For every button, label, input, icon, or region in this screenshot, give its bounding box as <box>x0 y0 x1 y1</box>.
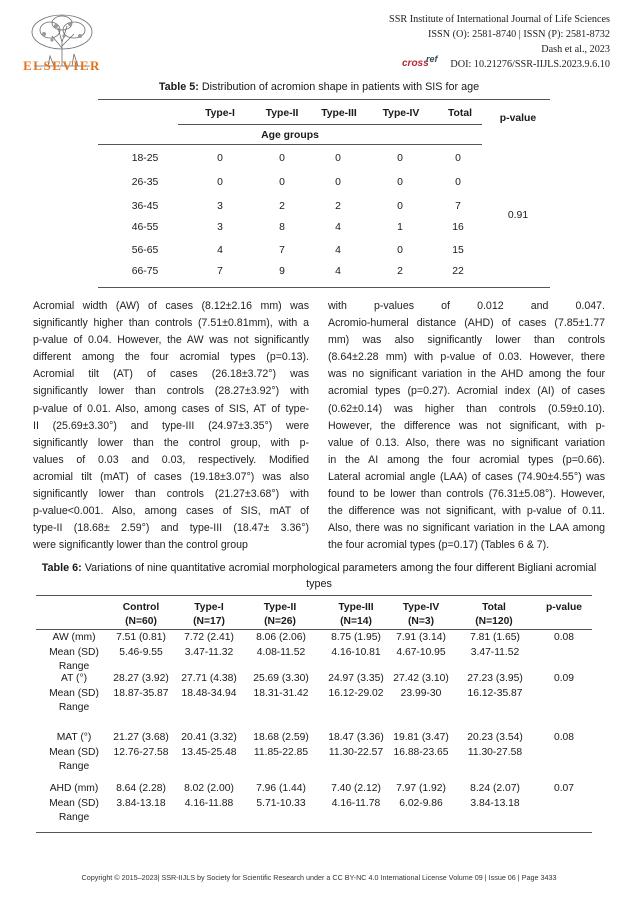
table6-range-cell: 4.16-10.81 <box>331 646 381 658</box>
table6-col-header: Total (N=120) <box>475 602 513 627</box>
crossref-logo-cross: cross <box>402 58 429 69</box>
table5-header-bottom-rule <box>98 144 482 145</box>
table6-range-cell: 6.02-9.86 <box>399 797 443 809</box>
elsevier-wordmark: ELSEVIER <box>23 58 101 73</box>
table5-row-age: 36-45 <box>131 201 159 212</box>
body-text-line: was no significant variation in the AHD among the four <box>328 368 605 381</box>
body-right-column <box>328 298 605 554</box>
table6-caption-line1: Variations of nine quantitative acromial morphological parameters among the four different Bigliani acromial <box>81 562 597 574</box>
body-text-line: were significantly lower than the control group <box>33 539 248 552</box>
body-text-line: different among the four acromial types (p=0.13). <box>33 351 309 364</box>
table6-range-cell: 4.08-11.52 <box>256 646 306 658</box>
doi-line[interactable]: DOI: 10.21276/SSR-IIJLS.2023.9.6.10 <box>450 59 610 70</box>
table5-cell: 0 <box>397 153 403 164</box>
table6-bottom-rule <box>36 832 592 833</box>
table6-caption <box>28 560 610 592</box>
table5-cell: 1 <box>397 222 403 233</box>
table6-col-header: Control (N=60) <box>122 602 160 627</box>
table6-mean-label: Mean (SD) <box>49 646 99 658</box>
table5-cell: 16 <box>452 222 464 233</box>
table6-mean-cell: 8.06 (2.06) <box>256 632 306 643</box>
table6-caption-label: Table 6: <box>41 562 82 574</box>
crossref-logo[interactable] <box>402 54 446 70</box>
body-text-line: the four acromial types (p=0.17) (Tables 6 & 7). <box>328 539 550 552</box>
table6-range-cell: 23.99-30 <box>400 687 442 699</box>
table6-mean-cell: 7.72 (2.41) <box>184 632 234 643</box>
table6-mean-cell: 19.81 (3.47) <box>393 732 449 743</box>
table6-pvalue-cell: 0.08 <box>553 732 575 743</box>
table6-mean-cell: 25.69 (3.30) <box>253 673 309 684</box>
table6-caption-line2: types <box>306 578 332 590</box>
table5-row-age: 26-35 <box>131 177 159 188</box>
table5-caption-label: Table 5: <box>158 81 199 93</box>
table6-range-cell: 16.12-29.02 <box>328 687 384 699</box>
table6-pvalue-header: p-value <box>545 602 583 613</box>
table6-mean-cell: 28.27 (3.92) <box>113 673 169 684</box>
table6-range-cell: 4.16-11.78 <box>331 797 381 809</box>
table6-range-cell: 5.71-10.33 <box>256 797 306 809</box>
table6-mean-cell: 18.68 (2.59) <box>253 732 309 743</box>
table6-col-header: Type-II (N=26) <box>263 602 297 627</box>
table5-row-age: 66-75 <box>131 266 159 277</box>
body-text-line: the difference was not significant, with p-value of 0.11. <box>328 505 605 518</box>
body-text-line: significantly lower than controls (21.27±3.68°) with <box>33 488 309 501</box>
table5-cell: 9 <box>279 266 285 277</box>
table5-cell: 3 <box>217 222 223 233</box>
page-footer: Copyright © 2015–2023| SSR-IIJLS by Society for Scientific Research under a CC BY-NC 4.0 International License Volume 09 | Issue 06 | Page 3433 <box>81 873 557 882</box>
body-text-line: However, the difference was not significant, with p- <box>328 419 605 432</box>
table5-cell: 0 <box>335 153 341 164</box>
body-text-line: p-value of 0.04. However, the AW was not significantly <box>33 334 309 347</box>
table6-mean-cell: 20.41 (3.32) <box>181 732 237 743</box>
body-text-line: Lateral acromial angle (LAA) of cases (74.90±4.55°) was <box>328 470 605 483</box>
table6-mean-cell: 20.23 (3.54) <box>467 732 523 743</box>
table5-cell: 2 <box>335 201 341 212</box>
body-text-line: (8.64±2.28 mm) with p-value of 0.03. However, there <box>328 351 605 364</box>
table5-cell: 0 <box>455 177 461 188</box>
citation-line: Dash et al., 2023 <box>541 44 610 55</box>
table5-cell: 4 <box>335 266 341 277</box>
table6-pvalue-cell: 0.09 <box>553 673 575 684</box>
table5-col-header: Type-II <box>265 108 299 119</box>
table5-group-header: Age groups <box>261 130 319 141</box>
table5-row-age: 46-55 <box>131 222 159 233</box>
table6-range-cell: 3.84-13.18 <box>116 797 166 809</box>
table6-range-cell: 16.88-23.65 <box>393 746 449 758</box>
table6-mean-cell: 7.40 (2.12) <box>331 783 381 794</box>
table5-cell: 2 <box>397 266 403 277</box>
body-text-line: p-value<0.001. Also, among cases of SIS, mAT of <box>33 505 309 518</box>
table5-cell: 0 <box>455 153 461 164</box>
table6-range-cell: 5.46-9.55 <box>119 646 163 658</box>
body-text-line: Acromial width (AW) of cases (8.12±2.16 mm) was <box>33 300 309 312</box>
table5-cell: 2 <box>279 201 285 212</box>
table6-range-cell: 3.84-13.18 <box>470 797 520 809</box>
table6-param-label: MAT (°) <box>56 732 92 743</box>
table6-mean-cell: 27.23 (3.95) <box>467 673 523 684</box>
table5-cell: 15 <box>452 245 464 256</box>
issn-line: ISSN (O): 2581-8740 | ISSN (P): 2581-8732 <box>427 29 610 40</box>
table6-mean-cell: 27.71 (4.38) <box>181 673 237 684</box>
table5-cell: 0 <box>397 177 403 188</box>
table5-col-header: Type-III <box>321 108 357 119</box>
table6-top-rule <box>36 595 592 596</box>
table6-range-cell: 11.30-22.57 <box>328 746 384 758</box>
table5-cell: 7 <box>217 266 223 277</box>
table6-range-cell: 3.47-11.32 <box>184 646 234 658</box>
body-text-line: (0.62±0.14) was higher than controls (0.59±0.10). <box>328 402 605 415</box>
table6-mean-cell: 8.75 (1.95) <box>331 632 381 643</box>
table6-col-header: Type-IV (N=3) <box>402 602 440 627</box>
table6-pvalue-cell: 0.07 <box>553 783 575 794</box>
table6-range-label: Range <box>58 761 90 773</box>
table6-mean-cell: 7.96 (1.44) <box>256 783 306 794</box>
body-text-line: found to be lower than controls (76.31±5.08°). However, <box>328 488 605 501</box>
table6-mean-cell: 27.42 (3.10) <box>393 673 449 684</box>
table6-param-label: AT (°) <box>60 673 88 684</box>
table5-cell: 3 <box>217 201 223 212</box>
table6-col-header: Type-III (N=14) <box>338 602 374 627</box>
table6-range-label: Range <box>58 661 90 673</box>
table6-range-cell: 11.85-22.85 <box>253 746 309 758</box>
table6-param-label: AW (mm) <box>52 632 96 643</box>
table6-mean-label: Mean (SD) <box>49 797 99 809</box>
table6-range-label: Range <box>58 812 90 824</box>
table5-col-header: Type-I <box>205 108 235 119</box>
crossref-logo-ref: ref <box>426 54 438 64</box>
table6-range-cell: 13.45-25.48 <box>181 746 237 758</box>
table5-row-age: 56-65 <box>131 245 159 256</box>
table5-cell: 4 <box>335 222 341 233</box>
table5-subheader-rule <box>178 124 482 125</box>
table5-cell: 7 <box>279 245 285 256</box>
table5-cell: 22 <box>452 266 464 277</box>
table6-range-cell: 4.16-11.88 <box>184 797 234 809</box>
table5-cell: 8 <box>279 222 285 233</box>
table5-pvalue: 0.91 <box>507 210 529 221</box>
table6-mean-cell: 7.81 (1.65) <box>470 632 520 643</box>
body-text-line: with p-values of 0.012 and 0.047. <box>328 300 605 312</box>
body-text-line: p-value of 0.01. Also, among cases of SIS, AT of type- <box>33 402 309 415</box>
body-text-line: significantly higher than controls (7.51±0.81mm), with a <box>33 317 309 330</box>
body-text-line: mm) was also significantly lower than controls <box>328 334 605 347</box>
table6-col-header: Type-I (N=17) <box>193 602 225 627</box>
body-text-line: significantly lower than controls (28.27±3.92°) with <box>33 385 309 398</box>
body-text-line: type-II (18.68± 2.59°) and type-III (18.47± 3.36°) <box>33 522 309 535</box>
table5-caption <box>0 81 638 93</box>
table6-mean-label: Mean (SD) <box>49 687 99 699</box>
body-text-line: values of 0.03 and 0.03, respectively. Modified <box>33 453 309 466</box>
table5-row-age: 18-25 <box>131 153 159 164</box>
table5-cell: 0 <box>397 201 403 212</box>
table5-cell: 0 <box>279 153 285 164</box>
table5-col-header: Total <box>447 108 473 119</box>
table5-caption-text: Distribution of acromion shape in patients with SIS for age <box>198 81 480 93</box>
table6-range-cell: 18.87-35.87 <box>113 687 169 699</box>
body-text-line: value of 0.13. Also, there was no significant variation <box>328 436 605 449</box>
table6-pvalue-cell: 0.08 <box>553 632 575 643</box>
table6-mean-cell: 7.97 (1.92) <box>396 783 446 794</box>
journal-name: SSR Institute of International Journal of Life Sciences <box>389 14 610 25</box>
table6-header-rule <box>36 629 592 630</box>
table5-cell: 0 <box>217 153 223 164</box>
table6-mean-cell: 8.64 (2.28) <box>116 783 166 794</box>
body-text-line: Acromial tilt (AT) of cases (26.18±3.72°) was <box>33 368 309 381</box>
body-text-line: Also, there was no significant variation in the LAA among <box>328 522 605 535</box>
table6-mean-cell: 8.02 (2.00) <box>184 783 234 794</box>
table5-top-rule <box>98 99 550 100</box>
table6-param-label: AHD (mm) <box>49 783 99 794</box>
table6-range-cell: 3.47-11.52 <box>470 646 520 658</box>
table6-mean-cell: 7.51 (0.81) <box>116 632 166 643</box>
table6-range-cell: 16.12-35.87 <box>467 687 523 699</box>
table6-range-cell: 11.30-27.58 <box>467 746 523 758</box>
table5-col-header: Type-IV <box>382 108 420 119</box>
table6-range-cell: 18.31-31.42 <box>253 687 309 699</box>
body-text-line: Acromio-humeral distance (AHD) of cases (7.85±1.77 <box>328 317 605 330</box>
body-text-line: II (25.69±3.30°) and type-III (24.97±3.35°) were <box>33 419 309 432</box>
table6-range-cell: 4.67-10.95 <box>396 646 446 658</box>
table6-mean-label: Mean (SD) <box>49 746 99 758</box>
table5-cell: 0 <box>217 177 223 188</box>
body-left-column <box>33 298 309 554</box>
table6-mean-cell: 8.24 (2.07) <box>470 783 520 794</box>
table5-cell: 7 <box>455 201 461 212</box>
body-text-line: in the AI among the four acromial types (p=0.66). <box>328 453 605 466</box>
table5-pvalue-header: p-value <box>499 113 537 124</box>
table6-mean-cell: 18.47 (3.36) <box>328 732 384 743</box>
table5-cell: 0 <box>279 177 285 188</box>
table5-cell: 0 <box>397 245 403 256</box>
table6-range-label: Range <box>58 702 90 714</box>
table6-range-cell: 12.76-27.58 <box>113 746 169 758</box>
table5-cell: 0 <box>335 177 341 188</box>
table5-bottom-rule <box>98 287 550 288</box>
body-text-line: significantly lower than the control group, with p- <box>33 436 309 449</box>
table6-mean-cell: 21.27 (3.68) <box>113 732 169 743</box>
table5-cell: 4 <box>217 245 223 256</box>
body-text-line: acromial tilt (mAT) of cases (19.18±3.07°) was also <box>33 470 309 483</box>
table5-cell: 4 <box>335 245 341 256</box>
body-text-line: acromial types (p=0.27). Acromial index (AI) of cases <box>328 385 605 398</box>
table6-mean-cell: 7.91 (3.14) <box>396 632 446 643</box>
table6-mean-cell: 24.97 (3.35) <box>328 673 384 684</box>
table6-range-cell: 18.48-34.94 <box>181 687 237 699</box>
